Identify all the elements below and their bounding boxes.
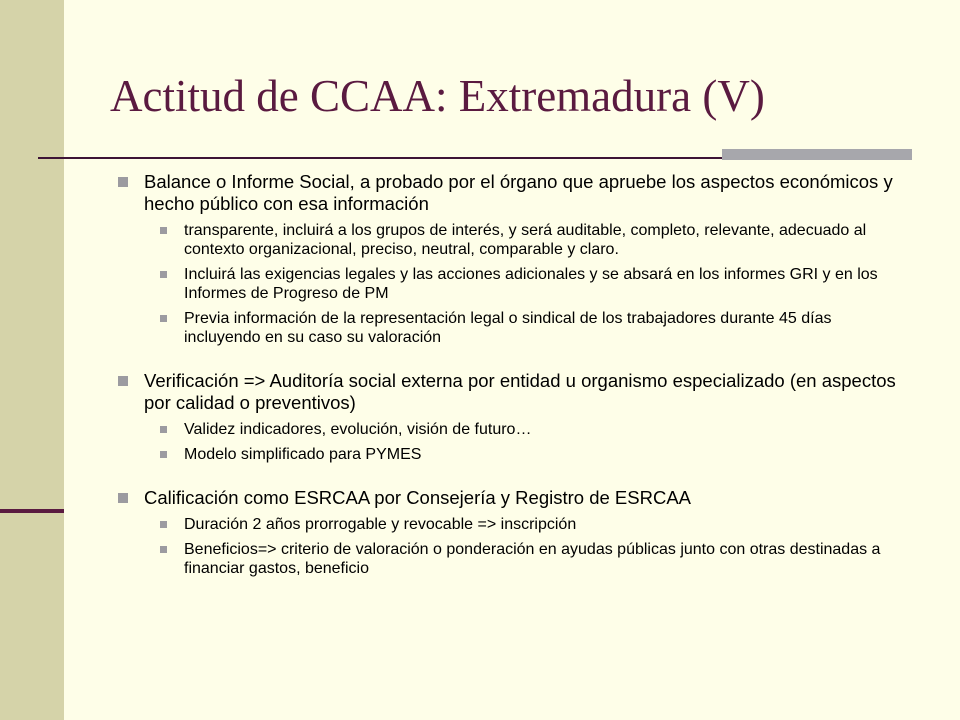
- bullet-balance-informe-social: [118, 171, 908, 215]
- bullet-calificacion: [118, 487, 908, 509]
- left-strip-accent-line: [0, 509, 64, 513]
- sub-bullet: [160, 221, 908, 259]
- title-separator-bar: [722, 149, 912, 160]
- square-bullet-icon: [160, 451, 167, 458]
- square-bullet-icon: [118, 493, 128, 503]
- square-bullet-icon: [118, 376, 128, 386]
- sub-bullet-text: Beneficios=> criterio de valoración o ponderación en ayudas públicas junto con otras destinadas a financiar gastos, beneficio: [184, 541, 881, 577]
- sub-bullet: [160, 420, 908, 439]
- bullet-verificacion: [118, 370, 908, 414]
- sub-bullet: [160, 445, 908, 464]
- square-bullet-icon: [160, 315, 167, 322]
- bullet-text: Verificación => Auditoría social externa por entidad u organismo especializado (en aspectos por calidad o preventivos): [144, 370, 896, 413]
- sub-bullet-text: Validez indicadores, evolución, visión de futuro…: [184, 421, 532, 438]
- sub-bullet: [160, 540, 908, 578]
- slide-body: [118, 171, 908, 578]
- bullet-text: Balance o Informe Social, a probado por el órgano que apruebe los aspectos económicos y hecho público con esa información: [144, 171, 893, 214]
- square-bullet-icon: [160, 426, 167, 433]
- bullet-text: Calificación como ESRCAA por Consejería y Registro de ESRCAA: [144, 487, 692, 508]
- square-bullet-icon: [118, 177, 128, 187]
- square-bullet-icon: [160, 546, 167, 553]
- sub-bullet: [160, 265, 908, 303]
- sub-bullet: [160, 309, 908, 347]
- left-decorative-strip: [0, 0, 64, 720]
- sub-bullet-text: Duración 2 años prorrogable y revocable => inscripción: [184, 516, 577, 533]
- square-bullet-icon: [160, 521, 167, 528]
- slide-title: Actitud de CCAA: Extremadura (V): [110, 71, 765, 121]
- square-bullet-icon: [160, 227, 167, 234]
- square-bullet-icon: [160, 271, 167, 278]
- sub-bullet-text: Incluirá las exigencias legales y las acciones adicionales y se absará en los informes GRI y en los Informes de Progreso de PM: [184, 266, 878, 302]
- sub-bullet-text: Previa información de la representación legal o sindical de los trabajadores durante 45 días incluyendo en su caso su valoración: [184, 310, 832, 346]
- sub-bullet-text: Modelo simplificado para PYMES: [184, 446, 422, 463]
- sub-bullet-text: transparente, incluirá a los grupos de interés, y será auditable, completo, relevante, adecuado al contexto organizacional, preciso, neutral, comparable y claro.: [184, 222, 867, 258]
- sub-bullet: [160, 515, 908, 534]
